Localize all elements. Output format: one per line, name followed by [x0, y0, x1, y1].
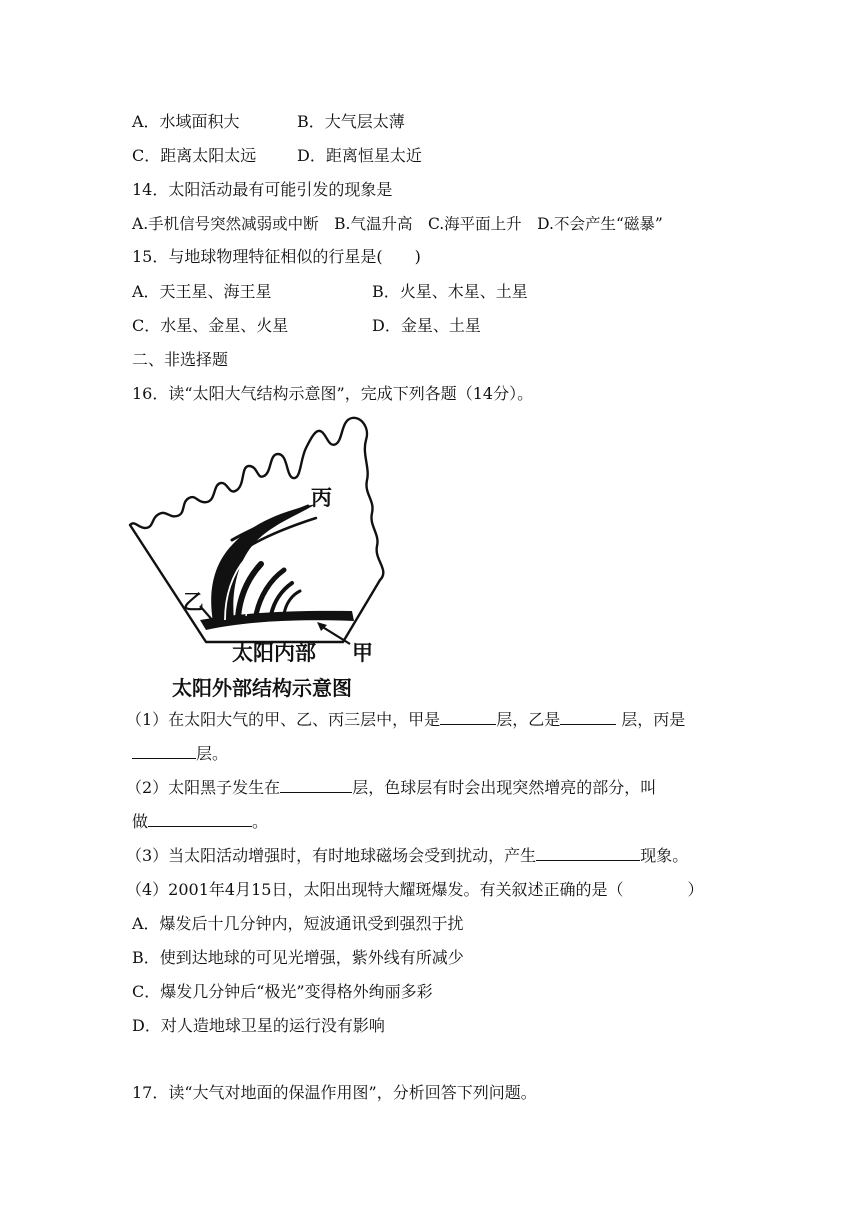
q16-part4-stem: （4）2001年4月15日，太阳出现特大耀斑爆发。有关叙述正确的是（ ）: [126, 880, 704, 899]
q16-part3: （3）当太阳活动增强时，有时地球磁场会受到扰动，产生 现象。: [126, 846, 689, 865]
answer-blank-magnetic-storm[interactable]: [536, 846, 640, 861]
q16-part2-line2: 做 。: [132, 812, 269, 831]
q15-option-b: B．火星、木星、土星: [372, 282, 528, 301]
q16-stem: 16．读“太阳大气结构示意图”，完成下列各题（14分）。: [132, 384, 534, 403]
answer-blank-yi[interactable]: [560, 710, 616, 725]
answer-blank-bing[interactable]: [132, 744, 196, 759]
label-yi: 乙: [183, 591, 204, 614]
q14-stem: 14．太阳活动最有可能引发的现象是: [132, 180, 393, 199]
label-bing: 丙: [311, 487, 332, 510]
section-heading: 二、非选择题: [132, 350, 229, 369]
q16-part1-line2: 层。: [132, 744, 228, 764]
q16-part1-line1: （1）在太阳大气的甲、乙、丙三层中，甲是 层，乙是 层，丙是: [126, 710, 686, 729]
q13-option-b: B．大气层太薄: [297, 112, 405, 131]
q16-part4-option-c: C．爆发几分钟后“极光”变得格外绚丽多彩: [132, 982, 433, 1001]
q15-stem: 15．与地球物理特征相似的行星是( ): [132, 247, 421, 266]
sun-structure-diagram: [128, 410, 393, 700]
q16-part4-option-d: D．对人造地球卫星的运行没有影响: [132, 1016, 385, 1035]
q16-part4-option-a: A．爆发后十几分钟内，短波通讯受到强烈于扰: [132, 914, 464, 933]
q15-option-c: C．水星、金星、火星: [132, 316, 289, 335]
answer-blank-sunspot-layer[interactable]: [280, 778, 352, 793]
q15-option-a: A．天王星、海王星: [132, 282, 272, 301]
label-jia: 甲: [352, 642, 373, 665]
q14-options: A.手机信号突然减弱或中断 B.气温升高 C.海平面上升 D.不会产生“磁暴”: [132, 215, 663, 233]
figure-caption: 太阳外部结构示意图: [172, 678, 352, 700]
q15-option-d: D．金星、土星: [372, 316, 481, 335]
answer-blank-jia[interactable]: [440, 710, 496, 725]
q16-part4-option-b: B．使到达地球的可见光增强，紫外线有所减少: [132, 948, 464, 967]
q13-option-c: C．距离太阳太远: [132, 146, 257, 165]
q16-part2-line1: （2）太阳黑子发生在 层，色球层有时会出现突然增亮的部分，叫: [126, 778, 657, 797]
q17-stem: 17．读“大气对地面的保温作用图”，分析回答下列问题。: [132, 1083, 537, 1102]
answer-blank-flare[interactable]: [148, 812, 252, 827]
q13-option-a: A．水域面积大: [132, 112, 240, 131]
label-sun-interior: 太阳内部: [232, 642, 316, 665]
q13-option-d: D．距离恒星太近: [297, 146, 422, 165]
